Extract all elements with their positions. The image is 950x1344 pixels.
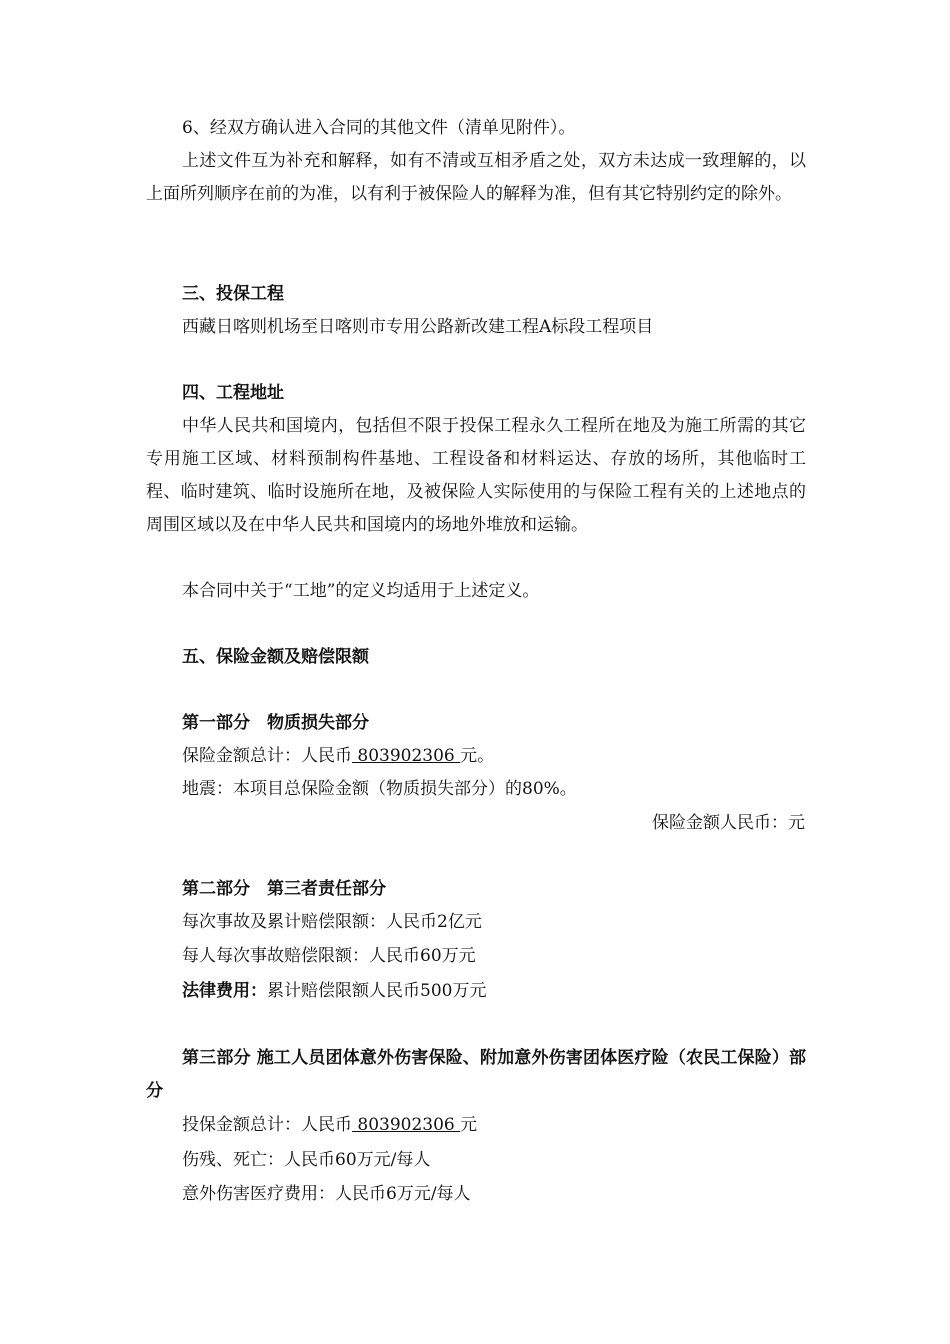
legal-fees-value: 累计赔偿限额人民币500万元 <box>267 981 487 1001</box>
order-note-paragraph: 上述文件互为补充和解释，如有不清或互相矛盾之处，双方未达成一致理解的，以上面所列顺序在前的为准，以有利于被保险人的解释为准，但有其它特别约定的除外。 <box>146 151 806 204</box>
part-3-medical-fees: 意外伤害医疗费用：人民币6万元/每人 <box>182 1184 471 1204</box>
part-3-total <box>182 1109 477 1142</box>
part-1-amount-rmb: 保险金额人民币：元 <box>652 813 805 833</box>
part-3-disability-death: 伤残、死亡：人民币60万元/每人 <box>182 1150 431 1170</box>
section-3-body: 西藏日喀则机场至日喀则市专用公路新改建工程A标段工程项目 <box>182 317 654 337</box>
part-3-total-value: 803902306 <box>352 1115 461 1135</box>
part-3-total-suffix: 元 <box>460 1115 478 1135</box>
section-4-body: 中华人民共和国境内，包括但不限于投保工程永久工程所在地及为施工所需的其它专用施工区域、材料预制构件基地、工程设备和材料运达、存放的场所，其他临时工程、临时建筑、临时设施所在地，及被保险人实际使用的与保险工程有关的上述地点的周围区域以及在中华人民共和国境内的场地外堆放和运输。 <box>146 416 806 535</box>
part-1-total-prefix: 保险金额总计：人民币 <box>182 746 352 766</box>
part-2-limit-per-person: 每人每次事故赔偿限额：人民币60万元 <box>182 946 476 966</box>
part-2-title: 第二部分 第三者责任部分 <box>182 879 386 899</box>
part-1-total <box>182 740 494 773</box>
section-5-title: 五、保险金额及赔偿限额 <box>182 647 369 667</box>
part-1-earthquake: 地震：本项目总保险金额（物质损失部分）的80%。 <box>182 779 577 799</box>
part-3-title: 第三部分 施工人员团体意外伤害保险、附加意外伤害团体医疗险（农民工保险）部分 <box>146 1048 806 1101</box>
part-2-legal-fees <box>182 975 486 1008</box>
item-6: 6、经双方确认进入合同的其他文件（清单见附件）。 <box>182 118 576 138</box>
part-1-total-value: 803902306 <box>352 746 461 766</box>
section-4-title: 四、工程地址 <box>182 383 284 403</box>
part-1-title: 第一部分 物质损失部分 <box>182 713 369 733</box>
section-3-title: 三、投保工程 <box>182 284 284 304</box>
part-3-total-prefix: 投保金额总计：人民币 <box>182 1115 352 1135</box>
part-1-total-suffix: 元。 <box>460 746 495 766</box>
legal-fees-label: 法律费用： <box>182 981 267 1001</box>
part-2-limit-total: 每次事故及累计赔偿限额：人民币2亿元 <box>182 912 482 932</box>
section-4-note: 本合同中关于“工地”的定义均适用于上述定义。 <box>182 581 540 601</box>
